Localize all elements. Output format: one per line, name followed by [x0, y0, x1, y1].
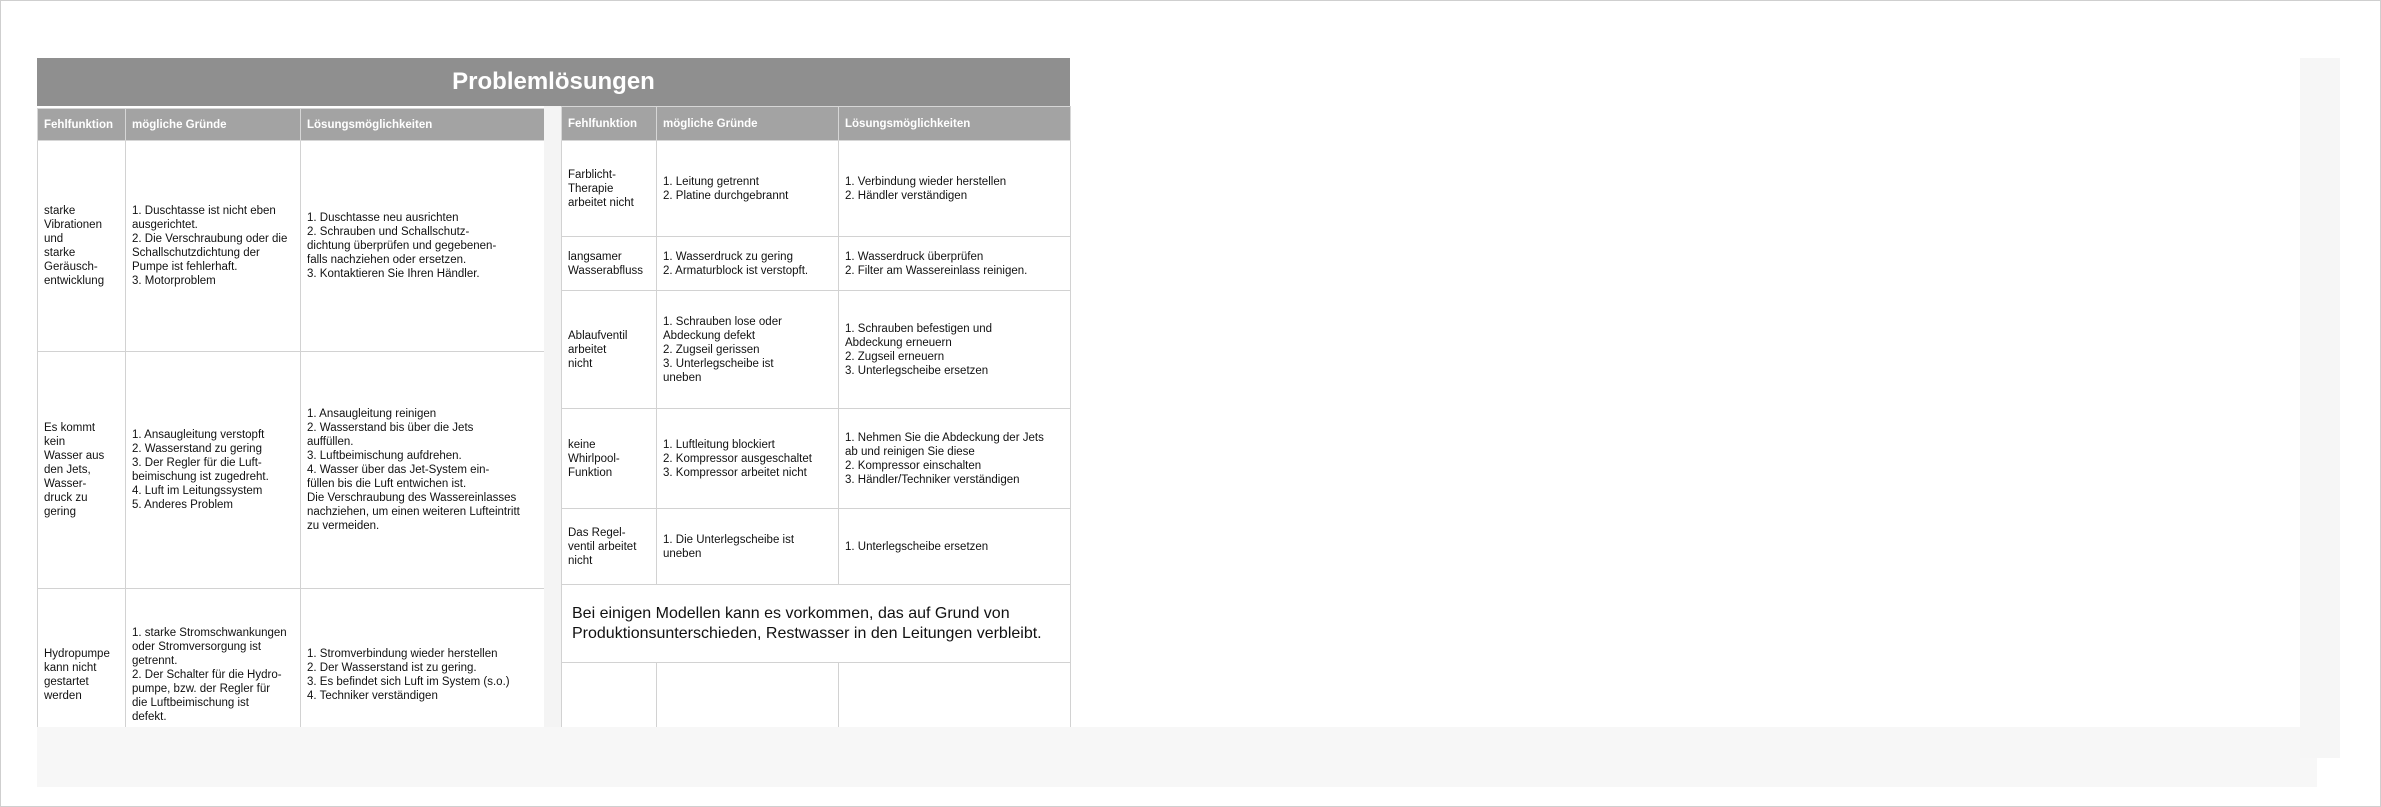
causes-cell: 1. Luftleitung blockiert 2. Kompressor ausgeschaltet 3. Kompressor arbeitet nicht	[657, 409, 839, 509]
causes-cell: 1. Wasserdruck zu gering 2. Armaturblock ist verstopft.	[657, 237, 839, 291]
solutions-cell: 1. Wasserdruck überprüfen 2. Filter am Wassereinlass reinigen.	[839, 237, 1071, 291]
causes-cell: 1. Duschtasse ist nicht eben ausgerichtet. 2. Die Verschraubung oder die Schallschutzdichtung der Pumpe ist fehlerhaft. 3. Motorproblem	[126, 141, 301, 352]
fault-cell: langsamer Wasserabfluss	[562, 237, 657, 291]
bottom-shadow	[37, 727, 2317, 787]
column-header-fault: Fehlfunktion	[38, 109, 126, 141]
solutions-cell: 1. Ansaugleitung reinigen 2. Wasserstand bis über die Jets auffüllen. 3. Luftbeimischung aufdrehen. 4. Wasser über das Jet-System ein- füllen bis die Luft entwichen ist. Die Verschraubung des Wassereinlasses nachziehen, um einen weiteren Lufteintritt zu vermeiden.	[301, 352, 545, 589]
residual-water-note: Bei einigen Modellen kann es vorkommen, das auf Grund von Produktionsunterschieden, Restwasser in den Leitungen verbleibt.	[562, 585, 1071, 663]
solutions-cell: 1. Verbindung wieder herstellen 2. Händler verständigen	[839, 141, 1071, 237]
column-header-solutions: Lösungsmöglichkeiten	[301, 109, 545, 141]
causes-cell: 1. Leitung getrennt 2. Platine durchgebrannt	[657, 141, 839, 237]
fault-cell: keine Whirlpool- Funktion	[562, 409, 657, 509]
table-header-row	[562, 107, 1071, 141]
right-shadow	[2300, 58, 2340, 758]
table-header-row	[38, 109, 545, 141]
fault-cell: Hydropumpe kann nicht gestartet werden	[38, 589, 126, 761]
troubleshooting-table-left	[37, 108, 545, 761]
solutions-cell: 1. Duschtasse neu ausrichten 2. Schrauben und Schallschutz- dichtung überprüfen und gegebenen- falls nachziehen oder ersetzen. 3. Kontaktieren Sie Ihren Händler.	[301, 141, 545, 352]
page-title: Problemlösungen	[37, 58, 1070, 106]
column-header-solutions: Lösungsmöglichkeiten	[839, 107, 1071, 141]
table-row	[38, 352, 545, 589]
causes-cell: 1. Die Unterlegscheibe ist uneben	[657, 509, 839, 585]
solutions-cell: 1. Schrauben befestigen und Abdeckung erneuern 2. Zugseil erneuern 3. Unterlegscheibe ersetzen	[839, 291, 1071, 409]
column-gutter	[544, 106, 561, 727]
fault-cell: Farblicht- Therapie arbeitet nicht	[562, 141, 657, 237]
table-row	[562, 291, 1071, 409]
troubleshooting-table-right	[561, 106, 1071, 765]
fault-cell: Ablaufventil arbeitet nicht	[562, 291, 657, 409]
solutions-cell: 1. Stromverbindung wieder herstellen 2. Der Wasserstand ist zu gering. 3. Es befindet sich Luft im System (s.o.) 4. Techniker verständigen	[301, 589, 545, 761]
solutions-cell: 1. Nehmen Sie die Abdeckung der Jets ab und reinigen Sie diese 2. Kompressor einschalten 3. Händler/Techniker verständigen	[839, 409, 1071, 509]
causes-cell: 1. Schrauben lose oder Abdeckung defekt 2. Zugseil gerissen 3. Unterlegscheibe ist uneben	[657, 291, 839, 409]
table-row	[562, 237, 1071, 291]
fault-cell: starke Vibrationen und starke Geräusch- entwicklung	[38, 141, 126, 352]
fault-cell: Es kommt kein Wasser aus den Jets, Wasser- druck zu gering	[38, 352, 126, 589]
solutions-cell: 1. Unterlegscheibe ersetzen	[839, 509, 1071, 585]
column-header-causes: mögliche Gründe	[126, 109, 301, 141]
table-row	[562, 409, 1071, 509]
causes-cell: 1. starke Stromschwankungen oder Stromversorgung ist getrennt. 2. Der Schalter für die Hydro- pumpe, bzw. der Regler für die Luftbeimischung ist defekt.	[126, 589, 301, 761]
column-header-causes: mögliche Gründe	[657, 107, 839, 141]
causes-cell: 1. Ansaugleitung verstopft 2. Wasserstand zu gering 3. Der Regler für die Luft- beimischung ist zugedreht. 4. Luft im Leitungssystem 5. Anderes Problem	[126, 352, 301, 589]
table-row	[38, 141, 545, 352]
note-row	[562, 585, 1071, 663]
table-row	[562, 141, 1071, 237]
fault-cell: Das Regel- ventil arbeitet nicht	[562, 509, 657, 585]
column-header-fault: Fehlfunktion	[562, 107, 657, 141]
table-row	[562, 509, 1071, 585]
